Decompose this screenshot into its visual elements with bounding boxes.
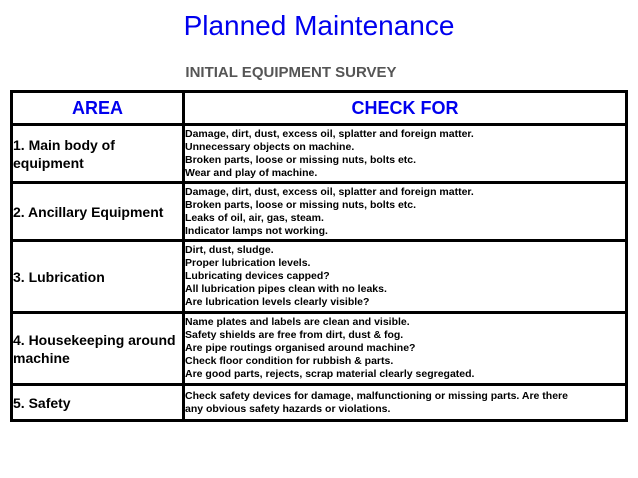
check-item: Leaks of oil, air, gas, steam. bbox=[185, 211, 324, 224]
check-item: any obvious safety hazards or violations. bbox=[185, 402, 391, 415]
area-cell: 4. Housekeeping around machine bbox=[12, 313, 184, 385]
table-row bbox=[12, 385, 627, 421]
area-cell: 1. Main body of equipment bbox=[12, 125, 184, 183]
check-item: Check safety devices for damage, malfunctioning or missing parts. Are there bbox=[185, 389, 568, 402]
check-item: Name plates and labels are clean and visible. bbox=[185, 316, 410, 328]
area-cell: 2. Ancillary Equipment bbox=[12, 183, 184, 241]
check-item: Safety shields are free from dirt, dust & fog. bbox=[185, 329, 404, 341]
table-header-row bbox=[12, 92, 627, 125]
equipment-survey-table bbox=[10, 90, 628, 422]
check-item: Broken parts, loose or missing nuts, bolts etc. bbox=[185, 198, 417, 211]
check-cell bbox=[184, 241, 627, 313]
check-item: Check floor condition for rubbish & parts. bbox=[185, 355, 394, 367]
page-title: Planned Maintenance bbox=[183, 10, 455, 41]
check-item: Are pipe routings organised around machine? bbox=[185, 342, 416, 354]
check-cell bbox=[184, 183, 627, 241]
check-item: Wear and play of machine. bbox=[185, 166, 318, 179]
check-item: Indicator lamps not working. bbox=[185, 224, 328, 237]
table-row bbox=[12, 241, 627, 313]
table-row bbox=[12, 183, 627, 241]
survey-subtitle: INITIAL EQUIPMENT SURVEY bbox=[185, 64, 397, 81]
check-item: Dirt, dust, sludge. bbox=[185, 244, 274, 256]
check-cell bbox=[184, 385, 627, 421]
check-cell bbox=[184, 313, 627, 385]
header-check-for: CHECK FOR bbox=[184, 92, 627, 125]
area-cell: 3. Lubrication bbox=[12, 241, 184, 313]
check-item: Damage, dirt, dust, excess oil, splatter and foreign matter. bbox=[185, 127, 474, 140]
check-item: Lubricating devices capped? bbox=[185, 270, 330, 282]
check-item: Broken parts, loose or missing nuts, bolts etc. bbox=[185, 153, 417, 166]
check-item: Proper lubrication levels. bbox=[185, 257, 311, 269]
check-item: All lubrication pipes clean with no leaks. bbox=[185, 283, 387, 295]
table-row bbox=[12, 313, 627, 385]
check-item: Are lubrication levels clearly visible? bbox=[185, 296, 370, 308]
check-cell bbox=[184, 125, 627, 183]
check-item: Unnecessary objects on machine. bbox=[185, 140, 355, 153]
check-item: Damage, dirt, dust, excess oil, splatter and foreign matter. bbox=[185, 185, 474, 198]
table-row bbox=[12, 125, 627, 183]
check-item: Are good parts, rejects, scrap material clearly segregated. bbox=[185, 368, 475, 380]
header-area: AREA bbox=[12, 92, 184, 125]
area-cell: 5. Safety bbox=[12, 385, 184, 421]
